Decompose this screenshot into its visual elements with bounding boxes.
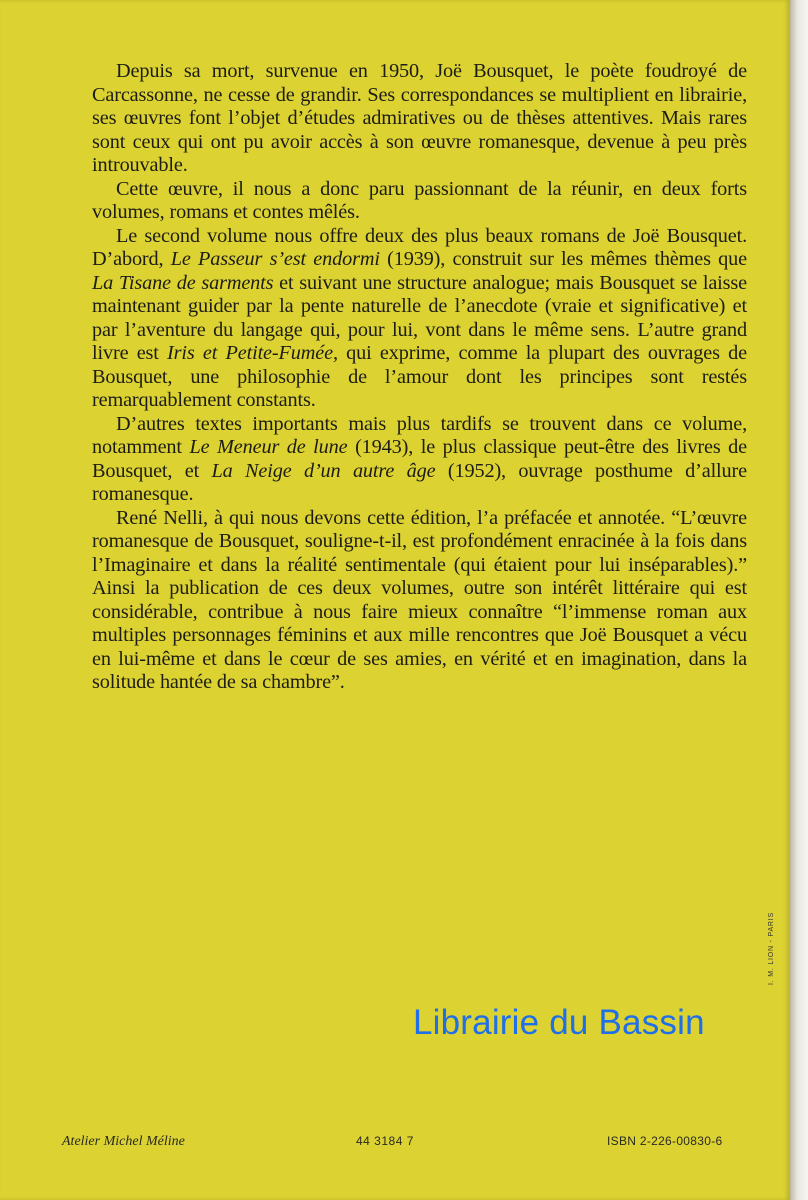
text-run: (1943), le plus classique peut-être des livres de Bousquet, et: [92, 436, 747, 482]
blurb-paragraph: [92, 507, 747, 695]
book-title: Le Passeur s’est endormi: [170, 248, 380, 270]
blurb-paragraph: [92, 413, 747, 507]
text-run: René Nelli, à qui nous devons cette édition, l’a préfacée et annotée. “L’œuvre romanesque de Bousquet, souligne-t-il, est profondément enracinée à la fois dans l’Imaginaire et dans la réalité sentimentale (qui étaient pour lui inséparables).” Ainsi la publication de ces deux volumes, outre son intérêt littéraire qui est considérable, contribue à nous faire mieux connaître “l’immense roman aux multiples personnages féminins et aux mille rencontres que Joë Bousquet a vécu en lui-même et dans le cœur de ses amies, en vérité et en imagination, dans la solitude hantée de sa chambre”.: [92, 506, 747, 693]
blurb-paragraph: [92, 60, 747, 178]
text-run: D’autres textes importants mais plus tardifs se trouvent dans ce volume, notamment: [92, 412, 747, 458]
book-title: La Tisane de sarments: [92, 271, 274, 294]
text-run: qui exprime, comme la plupart des ouvrages de Bousquet, une philosophie de l’amour dont les principes sont restés remarquablement constants.: [92, 342, 747, 411]
blurb-paragraph: [92, 178, 747, 225]
text-run: Le second volume nous offre deux des plus beaux romans de Joë Bousquet. D’abord,: [92, 224, 747, 270]
page-edge: [790, 0, 808, 1200]
book-title: Le Meneur de lune: [189, 436, 348, 458]
book-title: Iris et Petite-Fumée,: [167, 342, 338, 364]
isbn: ISBN 2-226-00830-6: [607, 1134, 723, 1148]
blurb-text: [92, 60, 747, 695]
blurb-paragraph: [92, 225, 747, 413]
printer-credit: I. M. LION - PARIS: [768, 911, 775, 985]
text-run: et suivant une structure analogue; mais Bousquet se laisse maintenant guider par la pente naturelle de l’anecdote (vraie et significative) et par l’aventure du langage qui, pour lui, vont dans le même sens. L’autre grand livre est: [92, 271, 747, 364]
text-run: Cette œuvre, il nous a donc paru passionnant de la réunir, en deux forts volumes, romans et contes mêlés.: [92, 177, 747, 223]
text-run: (1939), construit sur les mêmes thèmes que: [379, 248, 747, 270]
publisher-name: Atelier Michel Méline: [62, 1134, 185, 1149]
product-code: 44 3184 7: [356, 1134, 414, 1148]
book-title: La Neige d’un autre âge: [211, 459, 436, 482]
text-run: (1952), ouvrage posthume d’allure romanesque.: [92, 459, 747, 505]
text-run: Depuis sa mort, survenue en 1950, Joë Bousquet, le poète foudroyé de Carcassonne, ne cesse de grandir. Ses correspondances se multiplient en librairie, ses œuvres font l’objet d’études admiratives ou de thèses attentives. Mais rares sont ceux qui ont pu avoir accès à son œuvre romanesque, devenue à peu près introuvable.: [92, 60, 747, 176]
bookseller-overlay: Librairie du Bassin: [413, 1003, 705, 1042]
